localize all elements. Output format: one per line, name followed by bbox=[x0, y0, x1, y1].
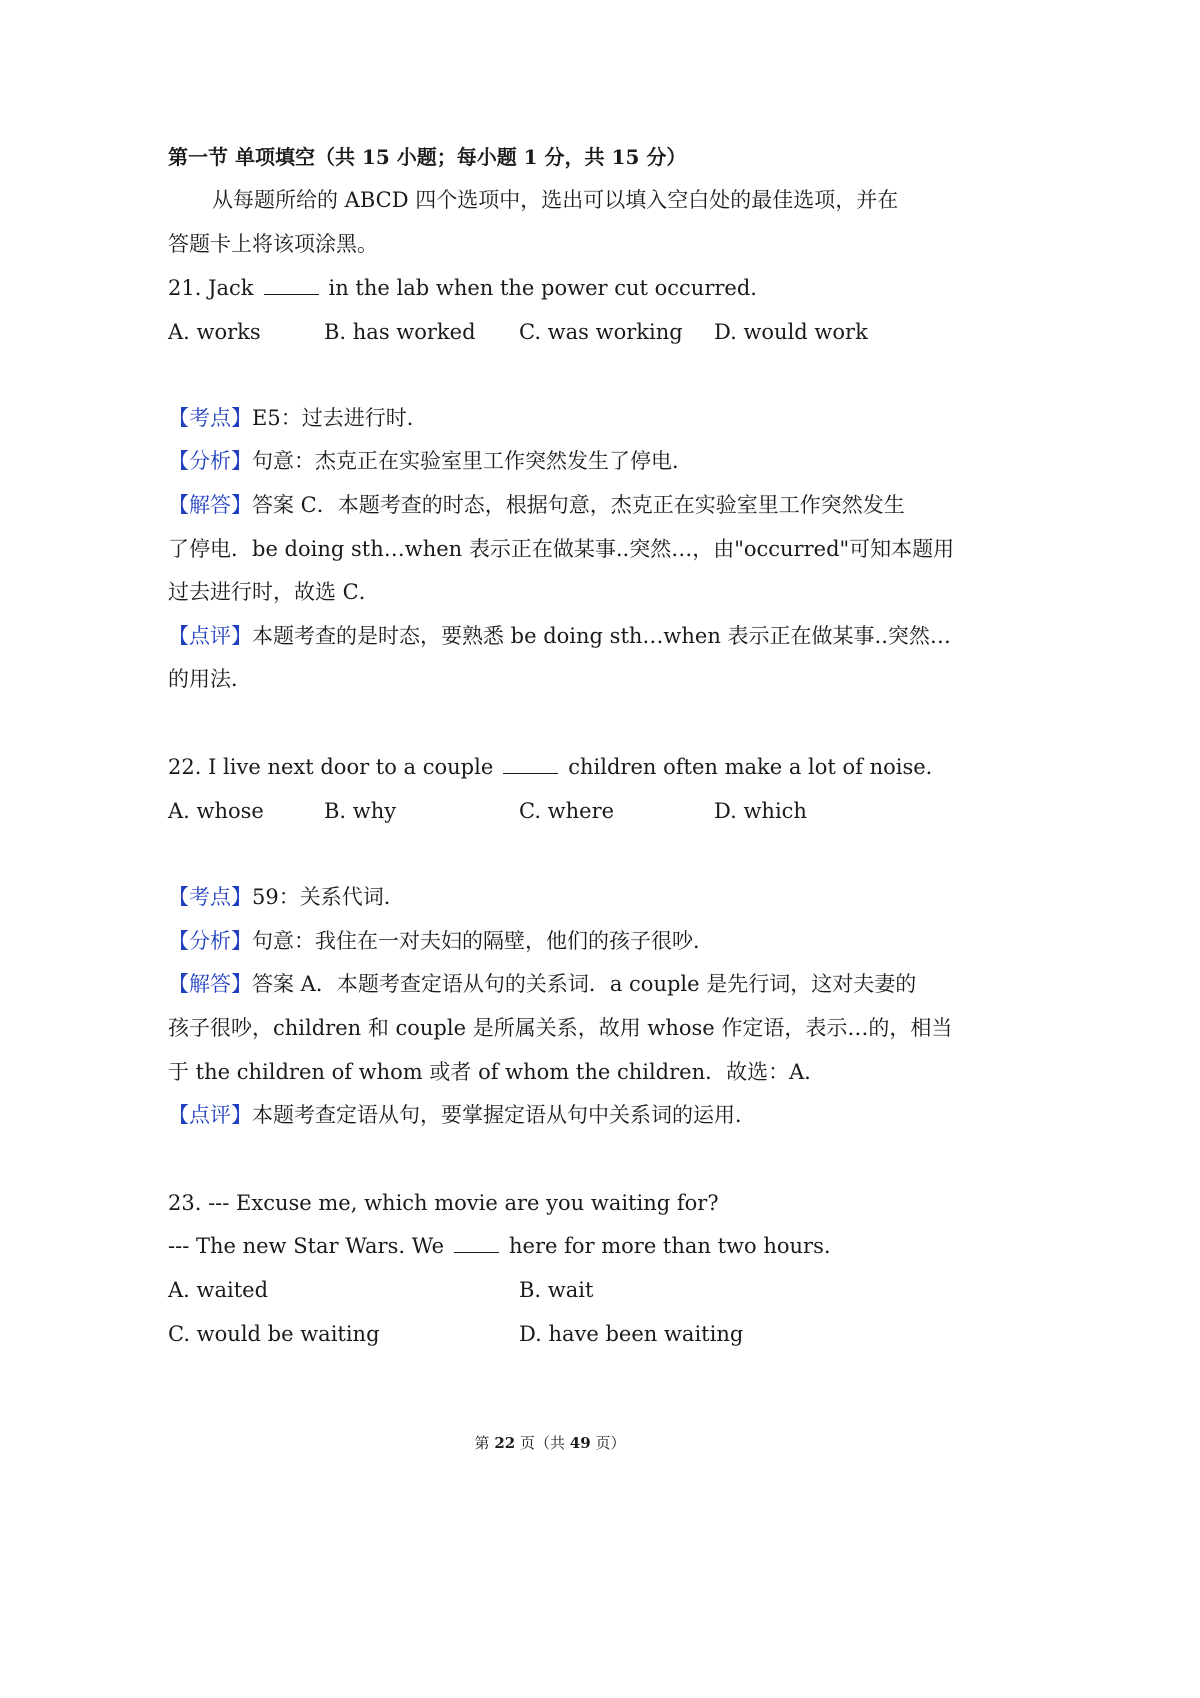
section-heading: 第一节 单项填空（共 15 小题；每小题 1 分，共 15 分） bbox=[168, 145, 687, 169]
question-stem-21 bbox=[168, 275, 757, 301]
option-c: C. would be waiting bbox=[168, 1322, 380, 1346]
instruction-line: 从每题所给的 ABCD 四个选项中，选出可以填入空白处的最佳选项，并在 bbox=[212, 188, 899, 212]
stem-text: here for more than two hours. bbox=[509, 1234, 831, 1258]
dianping-tag: 【点评】 bbox=[168, 624, 252, 648]
dianping-line bbox=[168, 1102, 756, 1128]
page-footer bbox=[0, 1433, 1100, 1453]
option-a: A. works bbox=[168, 320, 261, 344]
stem-text: 22. I live next door to a couple bbox=[168, 755, 494, 779]
option-a: A. whose bbox=[168, 799, 264, 823]
option-d: D. which bbox=[714, 799, 807, 823]
stem-text: 21. Jack bbox=[168, 276, 254, 300]
footer-suffix: 页） bbox=[595, 1434, 626, 1452]
answer-blank bbox=[503, 755, 558, 774]
kaodian-text: 59：关系代词． bbox=[252, 885, 405, 909]
fenxi-text: 句意：杰克正在实验室里工作突然发生了停电． bbox=[252, 449, 693, 473]
footer-prefix: 第 bbox=[474, 1434, 490, 1452]
page-total: 49 bbox=[569, 1434, 591, 1452]
fenxi-text: 句意：我住在一对夫妇的隔壁，他们的孩子很吵． bbox=[252, 929, 714, 953]
kaodian-text: E5：过去进行时． bbox=[252, 406, 428, 430]
answer-blank bbox=[264, 276, 319, 295]
option-d: D. have been waiting bbox=[519, 1322, 744, 1346]
kaodian-tag: 【考点】 bbox=[168, 406, 252, 430]
jieda-line bbox=[168, 492, 905, 518]
fenxi-tag: 【分析】 bbox=[168, 449, 252, 473]
kaodian-line bbox=[168, 884, 405, 910]
kaodian-line bbox=[168, 405, 428, 431]
jieda-text: 答案 C．本题考查的时态，根据句意，杰克正在实验室里工作突然发生 bbox=[252, 493, 905, 517]
dianping-tag: 【点评】 bbox=[168, 1103, 252, 1127]
stem-text: children often make a lot of noise. bbox=[568, 755, 933, 779]
option-b: B. has worked bbox=[324, 320, 476, 344]
instruction-line: 答题卡上将该项涂黑。 bbox=[168, 232, 378, 256]
answer-blank bbox=[454, 1234, 499, 1253]
jieda-line bbox=[168, 971, 916, 997]
dianping-text: 本题考查的是时态，要熟悉 be doing sth…when 表示正在做某事..突然… bbox=[252, 624, 951, 648]
fenxi-line bbox=[168, 448, 693, 474]
option-b: B. wait bbox=[519, 1278, 594, 1302]
dianping-text: 本题考查定语从句，要掌握定语从句中关系词的运用． bbox=[252, 1103, 756, 1127]
option-c: C. where bbox=[519, 799, 615, 823]
stem-text: in the lab when the power cut occurred. bbox=[328, 276, 757, 300]
jieda-tag: 【解答】 bbox=[168, 972, 252, 996]
jieda-line: 于 the children of whom 或者 of whom the children．故选：A． bbox=[168, 1060, 826, 1084]
footer-middle: 页（共 bbox=[519, 1434, 565, 1452]
jieda-line: 孩子很吵，children 和 couple 是所属关系，故用 whose 作定语，表示…的，相当 bbox=[168, 1016, 953, 1040]
page-number: 22 bbox=[494, 1434, 516, 1452]
option-c: C. was working bbox=[519, 320, 683, 344]
dianping-line: 的用法． bbox=[168, 667, 252, 691]
fenxi-tag: 【分析】 bbox=[168, 929, 252, 953]
fenxi-line bbox=[168, 928, 714, 954]
jieda-line: 了停电．be doing sth…when 表示正在做某事..突然…，由"occurred"可知本题用 bbox=[168, 537, 955, 561]
question-stem-22 bbox=[168, 754, 932, 780]
question-stem-23: 23. --- Excuse me, which movie are you waiting for? bbox=[168, 1191, 719, 1215]
option-a: A. waited bbox=[168, 1278, 269, 1302]
option-d: D. would work bbox=[714, 320, 868, 344]
dianping-line bbox=[168, 623, 951, 649]
option-b: B. why bbox=[324, 799, 397, 823]
jieda-text: 答案 A．本题考查定语从句的关系词．a couple 是先行词，这对夫妻的 bbox=[252, 972, 917, 996]
jieda-tag: 【解答】 bbox=[168, 493, 252, 517]
stem-text: --- The new Star Wars. We bbox=[168, 1234, 445, 1258]
kaodian-tag: 【考点】 bbox=[168, 885, 252, 909]
question-stem-23-line2 bbox=[168, 1233, 831, 1259]
jieda-line: 过去进行时，故选 C． bbox=[168, 580, 380, 604]
